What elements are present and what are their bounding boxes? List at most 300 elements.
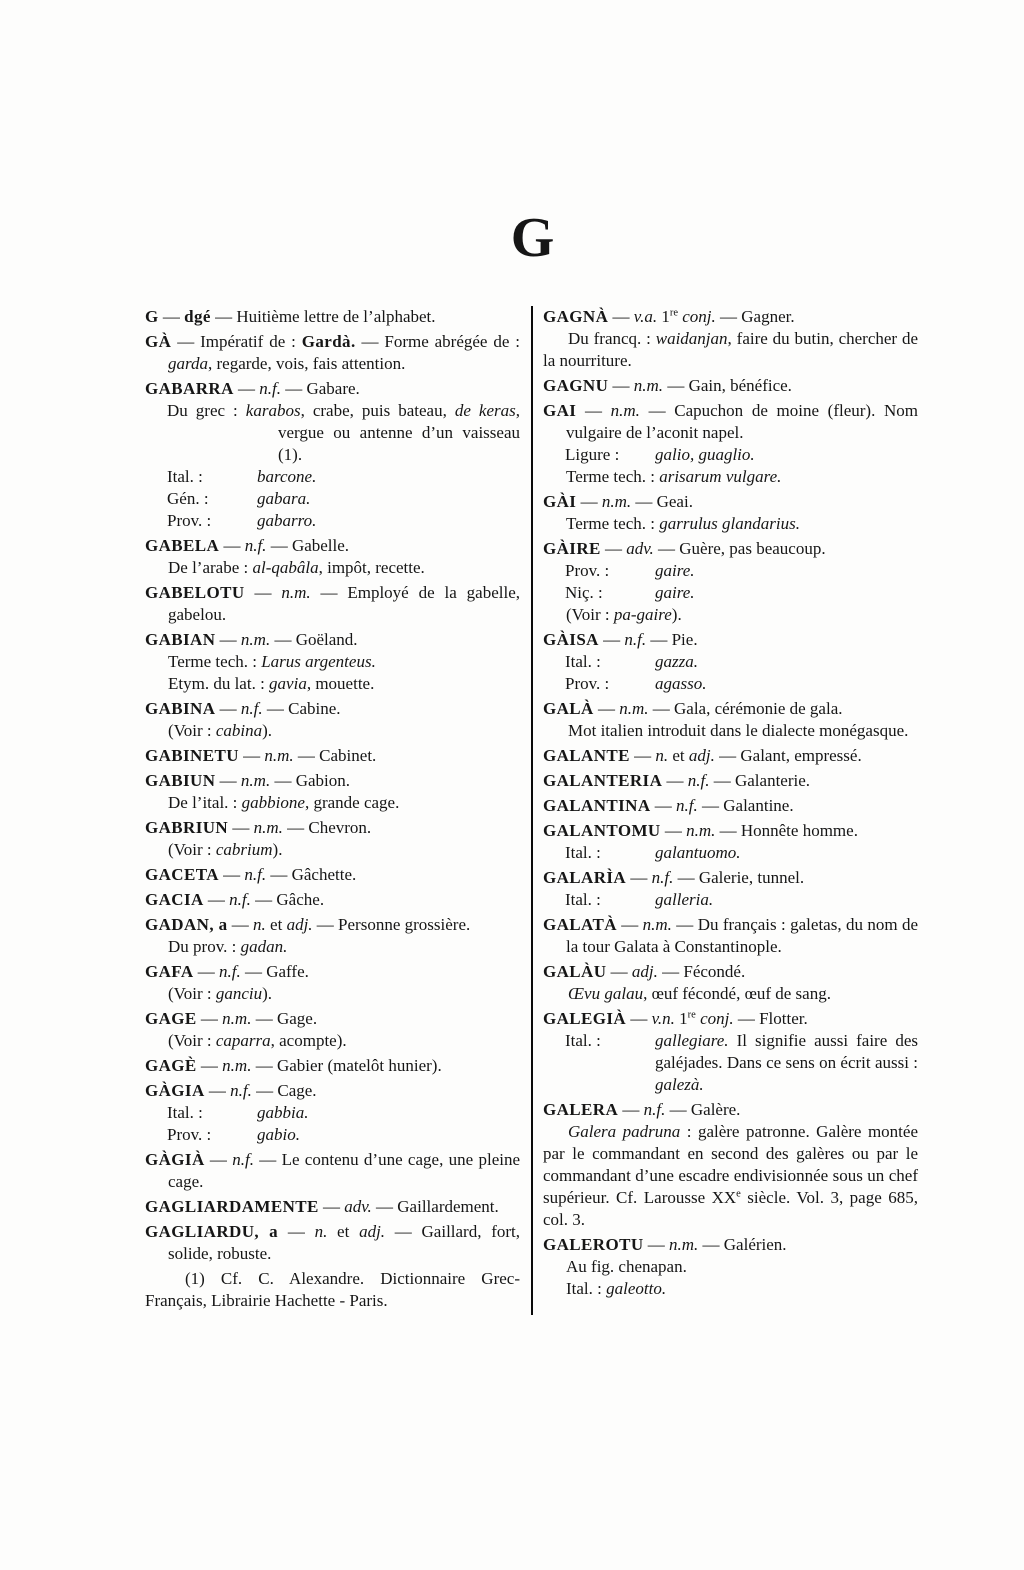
- entry-gabriun: [145, 817, 520, 861]
- footnote: [145, 1268, 520, 1312]
- headword-text: G: [145, 307, 159, 326]
- entry-text: n.m.: [619, 699, 649, 718]
- language-value: [655, 444, 918, 466]
- entry-text: —: [215, 771, 241, 790]
- entry-text: — Le contenu d’une cage, une pleine cage.: [168, 1150, 521, 1191]
- entry-text: —: [626, 1009, 652, 1028]
- language-label: Ital. :: [167, 1103, 203, 1122]
- entry-text: —: [278, 1222, 315, 1241]
- entry-text: Ital. :: [566, 1279, 607, 1298]
- language-label: Ital. :: [565, 890, 601, 909]
- entry-headline: [145, 535, 520, 557]
- entry-gabiun: [145, 770, 520, 814]
- entry-text: — Gaffe.: [240, 962, 309, 981]
- entry-text: — Personne grossière.: [312, 915, 471, 934]
- two-column-text-block: [145, 306, 920, 1315]
- entry-text: (Voir :: [566, 605, 614, 624]
- entry-text: gabio.: [257, 1125, 300, 1144]
- entry-text: et: [327, 1222, 360, 1241]
- entry-text: n.f.: [624, 630, 647, 649]
- entry-gadan: [145, 914, 520, 958]
- entry-text: — Gâche.: [250, 890, 325, 909]
- headword-text: GALANTE: [543, 746, 630, 765]
- entry-text: — Gaillard, fort, solide, robuste.: [168, 1222, 520, 1263]
- headword-text: GABIAN: [145, 630, 216, 649]
- entry-text: —: [238, 746, 265, 765]
- entry-note: [145, 720, 520, 742]
- entry-gabinetu: [145, 745, 520, 767]
- entry-text: — Galantine.: [697, 796, 794, 815]
- section-letter-heading: G: [510, 207, 555, 269]
- entry-text: —: [219, 536, 245, 555]
- entry-text: re: [669, 307, 678, 319]
- headword-text: GÀGIÀ: [145, 1150, 205, 1169]
- headword-text: dgé: [184, 307, 211, 326]
- entry-text: Œvu galau: [568, 984, 644, 1003]
- language-label: Ital. :: [565, 652, 601, 671]
- entry-text: conj.: [700, 1009, 734, 1028]
- entry-text: , grande cage.: [304, 793, 400, 812]
- entry-galà: [543, 698, 918, 742]
- headword-text: GADAN, a: [145, 915, 228, 934]
- entry-text: Au fig. chenapan.: [566, 1257, 687, 1276]
- entry-tab-line: [543, 1030, 918, 1096]
- entry-tab-line: [543, 582, 918, 604]
- entry-text: n.f.: [244, 865, 267, 884]
- language-value: [655, 560, 918, 582]
- entry-text: — Flotter.: [733, 1009, 808, 1028]
- entry-text: arisarum vulgare.: [659, 467, 782, 486]
- entry-text: —: [576, 401, 611, 420]
- entry-text: , vergue ou antenne d’un vaisseau (1).: [278, 401, 520, 464]
- entry-headline: [543, 491, 918, 513]
- language-value: [655, 889, 918, 911]
- entry-text: n.f.: [229, 890, 251, 909]
- entry-text: gavia: [269, 674, 307, 693]
- entry-text: conj.: [682, 307, 716, 326]
- headword-text: GALANTERIA: [543, 771, 663, 790]
- headword-text: GALEGIÀ: [543, 1009, 627, 1028]
- headword-text: GABRIUN: [145, 818, 229, 837]
- entry-text: —: [600, 539, 627, 558]
- entry-text: — Geai.: [631, 492, 693, 511]
- left-column: [145, 306, 520, 1315]
- entry-text: adj.: [688, 746, 715, 765]
- entry-tab-line: [543, 560, 918, 582]
- entry-text: Du francq. :: [568, 329, 656, 348]
- entry-text: n.f.: [687, 771, 710, 790]
- entry-text: gabbione: [241, 793, 305, 812]
- entry-text: cabrium: [215, 840, 273, 859]
- headword-text: Gardà.: [301, 332, 356, 351]
- entry-gai: [543, 400, 918, 488]
- entry-gabian: [145, 629, 520, 695]
- entry-galantomu: [543, 820, 918, 864]
- entry-text: —: [643, 1235, 669, 1254]
- entry-text: n.: [253, 915, 266, 934]
- entry-galàu: [543, 961, 918, 1005]
- entry-text: galio, guaglio.: [655, 445, 755, 464]
- headword-text: GALARÌA: [543, 868, 627, 887]
- entry-text: — Gaillardement.: [371, 1197, 499, 1216]
- language-value: [257, 1124, 520, 1146]
- entry-text: waidanjan: [655, 329, 728, 348]
- headword-text: GACETA: [145, 865, 219, 884]
- entry-text: — Gage.: [251, 1009, 318, 1028]
- entry-gàire: [543, 538, 918, 626]
- entry-headline: [145, 817, 520, 839]
- language-label: Ligure :: [565, 445, 620, 464]
- entry-note: [145, 1030, 520, 1052]
- entry-headline: [543, 867, 918, 889]
- entry-text: —: [593, 699, 620, 718]
- entry-text: — Goëland.: [270, 630, 358, 649]
- language-label: Niç. :: [565, 583, 603, 602]
- entry-text: —: [318, 1197, 345, 1216]
- entry-text: (Voir :: [168, 721, 216, 740]
- entry-headline: [543, 770, 918, 792]
- headword-text: GÀISA: [543, 630, 599, 649]
- entry-text: n.m.: [222, 1009, 252, 1028]
- entry-text: —: [576, 492, 602, 511]
- headword-text: GALATÀ: [543, 915, 617, 934]
- entry-text: n.m.: [610, 401, 640, 420]
- entry-text: gadan.: [240, 937, 288, 956]
- entry-headline: [543, 961, 918, 983]
- entry-etymology: [543, 720, 918, 742]
- entry-text: — Cabinet.: [293, 746, 377, 765]
- entry-text: Il signifie aussi faire des galéjades. Dans ce sens on écrit aussi :: [655, 1031, 918, 1072]
- entry-text: —: [215, 630, 241, 649]
- entry-text: adj.: [359, 1222, 386, 1241]
- entry-ga: [145, 331, 520, 375]
- headword-text: GAFA: [145, 962, 194, 981]
- entry-text: gaire.: [655, 583, 695, 602]
- entry-text: Terme tech. :: [566, 467, 660, 486]
- language-label: Prov. :: [167, 511, 212, 530]
- entry-gàisa: [543, 629, 918, 695]
- entry-text: (Voir :: [168, 840, 216, 859]
- entry-text: n.f.: [651, 868, 674, 887]
- entry-text: n.f.: [230, 1081, 252, 1100]
- entry-headline: [543, 538, 918, 560]
- entry-text: —: [662, 771, 688, 790]
- entry-text: ganciu: [215, 984, 263, 1003]
- entry-text: n.m.: [669, 1235, 699, 1254]
- entry-headline: [145, 629, 520, 651]
- entry-text: —: [193, 962, 219, 981]
- entry-text: —: [215, 699, 241, 718]
- entry-headline: [145, 1055, 520, 1077]
- entry-text: n.f.: [219, 962, 241, 981]
- language-label: Prov. :: [565, 561, 610, 580]
- entry-text: gabbia.: [257, 1103, 309, 1122]
- headword-text: GALÀU: [543, 962, 607, 981]
- entry-text: — Guère, pas beaucoup.: [653, 539, 826, 558]
- headword-text: GAGLIARDAMENTE: [145, 1197, 319, 1216]
- right-column: [543, 306, 918, 1315]
- entry-headline: [145, 378, 520, 400]
- entry-headline: [145, 331, 520, 375]
- entry-headline: [145, 889, 520, 911]
- entry-text: — Employé de la gabelle, gabelou.: [168, 583, 520, 624]
- entry-headline: [145, 1008, 520, 1030]
- entry-text: (Voir :: [168, 984, 216, 1003]
- entry-text: —: [203, 890, 230, 909]
- entry-headline: [145, 914, 520, 936]
- entry-text: — Galère.: [665, 1100, 741, 1119]
- headword-text: GABIUN: [145, 771, 216, 790]
- entry-text: agasso.: [655, 674, 707, 693]
- entry-headline: [145, 1149, 520, 1193]
- entry-headline: [145, 1196, 520, 1218]
- entry-text: — Gâchette.: [266, 865, 357, 884]
- entry-text: (Voir :: [168, 1031, 216, 1050]
- entry-headline: [145, 306, 520, 328]
- entry-gàgia: [145, 1080, 520, 1146]
- entry-text: —: [218, 865, 245, 884]
- entry-text: et: [265, 915, 287, 934]
- entry-text: n.m.: [253, 818, 283, 837]
- entry-text: caparra: [215, 1031, 271, 1050]
- entry-galerotu: [543, 1234, 918, 1300]
- entry-text: n.f.: [244, 536, 267, 555]
- entry-text: — Forme abrégée de :: [355, 332, 521, 351]
- headword-text: GALÀ: [543, 699, 594, 718]
- entry-tab-line: [145, 1124, 520, 1146]
- entry-text: —: [660, 821, 687, 840]
- entry-gài: [543, 491, 918, 535]
- entry-text: De l’arabe :: [168, 558, 253, 577]
- entry-text: adv.: [344, 1197, 372, 1216]
- entry-text: —: [608, 307, 634, 326]
- language-label: Prov. :: [565, 674, 610, 693]
- entry-headline: [543, 400, 918, 444]
- entry-galatà: [543, 914, 918, 958]
- entry-note: [145, 936, 520, 958]
- entry-note: [543, 1256, 918, 1278]
- entry-note: [145, 651, 520, 673]
- language-value: [257, 466, 520, 488]
- headword-text: GALANTOMU: [543, 821, 661, 840]
- entry-etymology: [543, 328, 918, 372]
- entry-headline: [543, 698, 918, 720]
- entry-text: — Cabine.: [262, 699, 341, 718]
- entry-text: et: [668, 746, 689, 765]
- entry-text: e: [736, 1188, 741, 1200]
- entry-text: , mouette.: [306, 674, 375, 693]
- entry-text: —: [608, 376, 634, 395]
- entry-galante: [543, 745, 918, 767]
- entry-headline: [145, 864, 520, 886]
- entry-text: Larus argenteus.: [261, 652, 376, 671]
- entry-tab-line: [145, 1102, 520, 1124]
- entry-text: —: [233, 379, 260, 398]
- entry-etymology-deep: [145, 400, 520, 466]
- headword-text: GABARRA: [145, 379, 234, 398]
- headword-text: GAGE: [145, 1009, 197, 1028]
- entry-text: — Impératif de :: [171, 332, 302, 351]
- entry-text: (1) Cf. C. Alexandre. Dictionnaire Grec-Français, Librairie Hachette - Paris.: [145, 1269, 520, 1310]
- entry-text: — Gain, bénéfice.: [663, 376, 792, 395]
- entry-text: — Galerie, tunnel.: [673, 868, 805, 887]
- entry-note: [145, 792, 520, 814]
- entry-text: —: [228, 818, 254, 837]
- entry-text: n.m.: [240, 630, 271, 649]
- entry-text: n.m.: [281, 583, 311, 602]
- entry-gabelotu: [145, 582, 520, 626]
- entry-footnote-1: [145, 1268, 520, 1312]
- entry-text: galantuomo.: [655, 843, 741, 862]
- headword-text: GABELOTU: [145, 583, 245, 602]
- entry-text: gabarro.: [257, 511, 317, 530]
- entry-text: — Capuchon de moine (fleur). Nom vulgaire de l’aconit napel.: [566, 401, 918, 442]
- entry-text: n.m.: [264, 746, 294, 765]
- headword-text: GÀ: [145, 332, 172, 351]
- entry-text: karabos: [245, 401, 301, 420]
- entry-text: n.m.: [633, 376, 664, 395]
- entry-text: v.n.: [651, 1009, 675, 1028]
- entry-text: garda: [168, 354, 208, 373]
- language-value: [655, 582, 918, 604]
- entry-text: garrulus glandarius.: [659, 514, 800, 533]
- entry-text: Du prov. :: [168, 937, 241, 956]
- entry-tab-line: [145, 510, 520, 532]
- entry-galarìa: [543, 867, 918, 911]
- entry-headline: [145, 1080, 520, 1102]
- entry-text: ).: [262, 721, 273, 740]
- entry-headline: [145, 582, 520, 626]
- entry-text: —: [196, 1009, 223, 1028]
- entry-text: —: [606, 962, 632, 981]
- entry-text: —: [629, 746, 656, 765]
- entry-headline: [145, 961, 520, 983]
- entry-headline: [543, 795, 918, 817]
- entry-text: — Gabare.: [280, 379, 360, 398]
- entry-text: Mot italien introduit dans le dialecte monégasque.: [568, 721, 909, 740]
- entry-text: re: [687, 1009, 696, 1021]
- entry-text: n.f.: [643, 1100, 666, 1119]
- entry-gaceta: [145, 864, 520, 886]
- entry-text: adv.: [626, 539, 654, 558]
- entry-text: —: [616, 915, 643, 934]
- entry-text: Terme tech. :: [168, 652, 262, 671]
- entry-gagliardu: [145, 1221, 520, 1265]
- entry-text: n.m.: [686, 821, 716, 840]
- entry-text: al-qabâla: [252, 558, 319, 577]
- headword-text: GABINETU: [145, 746, 239, 765]
- entry-text: — Galanterie.: [709, 771, 811, 790]
- entry-headline: [145, 698, 520, 720]
- entry-gagè: [145, 1055, 520, 1077]
- entry-headline: [145, 745, 520, 767]
- entry-text: gabara.: [257, 489, 311, 508]
- entry-headline: [543, 1008, 918, 1030]
- headword-text: GÀIRE: [543, 539, 601, 558]
- entry-galantina: [543, 795, 918, 817]
- entry-text: ).: [671, 605, 682, 624]
- entry-text: n.m.: [222, 1056, 252, 1075]
- entry-text: , crabe, puis bateau,: [300, 401, 455, 420]
- entry-text: — Cage.: [251, 1081, 317, 1100]
- headword-text: GAGLIARDU, a: [145, 1222, 279, 1241]
- language-label: Ital. :: [565, 1031, 601, 1050]
- entry-text: gazza.: [655, 652, 698, 671]
- language-value: [257, 510, 520, 532]
- entry-headline: [543, 745, 918, 767]
- entry-tab-line: [543, 889, 918, 911]
- entry-tab-line: [543, 673, 918, 695]
- entry-tab-line: [543, 651, 918, 673]
- entry-text: n.f.: [240, 699, 263, 718]
- entry-text: — Gala, cérémonie de gala.: [648, 699, 843, 718]
- entry-gagnà: [543, 306, 918, 372]
- entry-note: [543, 604, 918, 626]
- entry-tab-line: [145, 466, 520, 488]
- entry-text: Etym. du lat. :: [168, 674, 270, 693]
- entry-etymology: [543, 1121, 918, 1231]
- entry-text: n.f.: [259, 379, 281, 398]
- entry-text: adj.: [631, 962, 658, 981]
- headword-text: GÀGIA: [145, 1081, 205, 1100]
- entry-text: n.m.: [642, 915, 672, 934]
- entry-text: siècle. Vol. 3, page 685, col. 3.: [543, 1188, 918, 1229]
- entry-note: [145, 839, 520, 861]
- entry-text: gaire.: [655, 561, 695, 580]
- entry-text: , regarde, vois, fais attention.: [208, 354, 406, 373]
- entry-text: ).: [272, 840, 283, 859]
- entry-text: barcone.: [257, 467, 317, 486]
- entry-text: cabina: [215, 721, 263, 740]
- entry-text: n.m.: [240, 771, 271, 790]
- entry-text: — Gagner.: [715, 307, 795, 326]
- language-label: Ital. :: [565, 843, 601, 862]
- entry-text: —: [227, 915, 254, 934]
- entry-g: [145, 306, 520, 328]
- entry-gabina: [145, 698, 520, 742]
- entry-headline: [543, 375, 918, 397]
- entry-gàgià: [145, 1149, 520, 1193]
- entry-galegià: [543, 1008, 918, 1096]
- entry-gagliardamente: [145, 1196, 520, 1218]
- entry-note: [145, 983, 520, 1005]
- entry-text: , œuf fécondé, œuf de sang.: [643, 984, 831, 1003]
- entry-text: —: [158, 307, 185, 326]
- entry-text: Galera padruna: [568, 1122, 681, 1141]
- entry-note: [145, 557, 520, 579]
- headword-text: GABINA: [145, 699, 216, 718]
- headword-text: GABELA: [145, 536, 220, 555]
- entry-text: De l’ital. :: [168, 793, 242, 812]
- entry-gabela: [145, 535, 520, 579]
- entry-text: v.a.: [633, 307, 658, 326]
- entry-tab-line: [543, 842, 918, 864]
- entry-text: n.: [655, 746, 669, 765]
- entry-text: , acompte).: [270, 1031, 347, 1050]
- entry-text: pa-gaire: [613, 605, 672, 624]
- entry-text: —: [650, 796, 677, 815]
- entry-text: — Honnête homme.: [715, 821, 858, 840]
- entry-gacia: [145, 889, 520, 911]
- language-value: [257, 488, 520, 510]
- entry-text: adj.: [286, 915, 313, 934]
- entry-headline: [145, 1221, 520, 1265]
- entry-text: , faire du butin, chercher de la nourriture.: [543, 329, 918, 370]
- entry-gafa: [145, 961, 520, 1005]
- entry-text: galleria.: [655, 890, 714, 909]
- entry-text: —: [204, 1081, 231, 1100]
- column-divider-rule: [531, 306, 533, 1315]
